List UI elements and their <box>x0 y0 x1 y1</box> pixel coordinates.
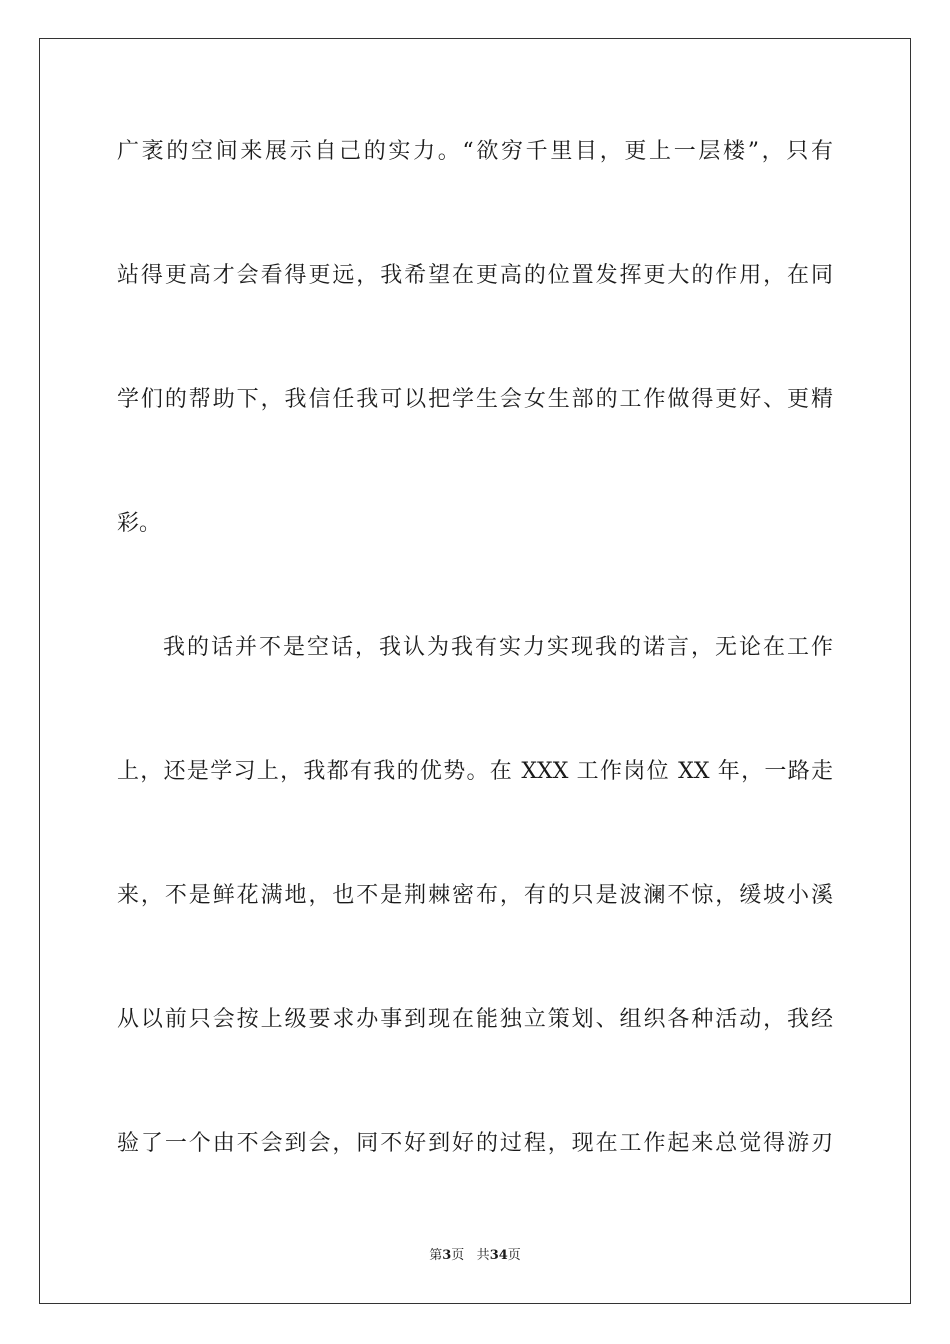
paragraph-line-5: 我的话并不是空话，我认为我有实力实现我的诺言，无论在工作 <box>163 635 833 660</box>
page-suffix: 页 <box>451 1248 465 1263</box>
page-prefix: 第 <box>429 1248 443 1263</box>
page-number: 3 <box>442 1248 452 1263</box>
paragraph-line-1: 广袤的空间来展示自己的实力。“欲穷千里目，更上一层楼”，只有 <box>117 139 833 164</box>
paragraph-line-2: 站得更高才会看得更远，我希望在更高的位置发挥更大的作用，在同 <box>117 263 833 288</box>
paragraph-line-7: 来，不是鲜花满地，也不是荆棘密布，有的只是波澜不惊，缓坡小溪 <box>117 883 833 908</box>
paragraph-line-4: 彩。 <box>117 511 162 536</box>
paragraph-line-3: 学们的帮助下，我信任我可以把学生会女生部的工作做得更好、更精 <box>117 387 833 412</box>
paragraph-line-9: 验了一个由不会到会，同不好到好的过程，现在工作起来总觉得游刃 <box>117 1131 833 1156</box>
total-prefix: 共 <box>476 1248 490 1263</box>
total-pages: 34 <box>489 1248 508 1263</box>
paragraph-line-6: 上，还是学习上，我都有我的优势。在 XXX 工作岗位 XX 年，一路走 <box>117 759 833 784</box>
page-border <box>39 38 911 1304</box>
total-suffix: 页 <box>507 1248 521 1263</box>
paragraph-line-8: 从以前只会按上级要求办事到现在能独立策划、组织各种活动，我经 <box>117 1007 833 1032</box>
page-footer <box>0 1247 950 1265</box>
